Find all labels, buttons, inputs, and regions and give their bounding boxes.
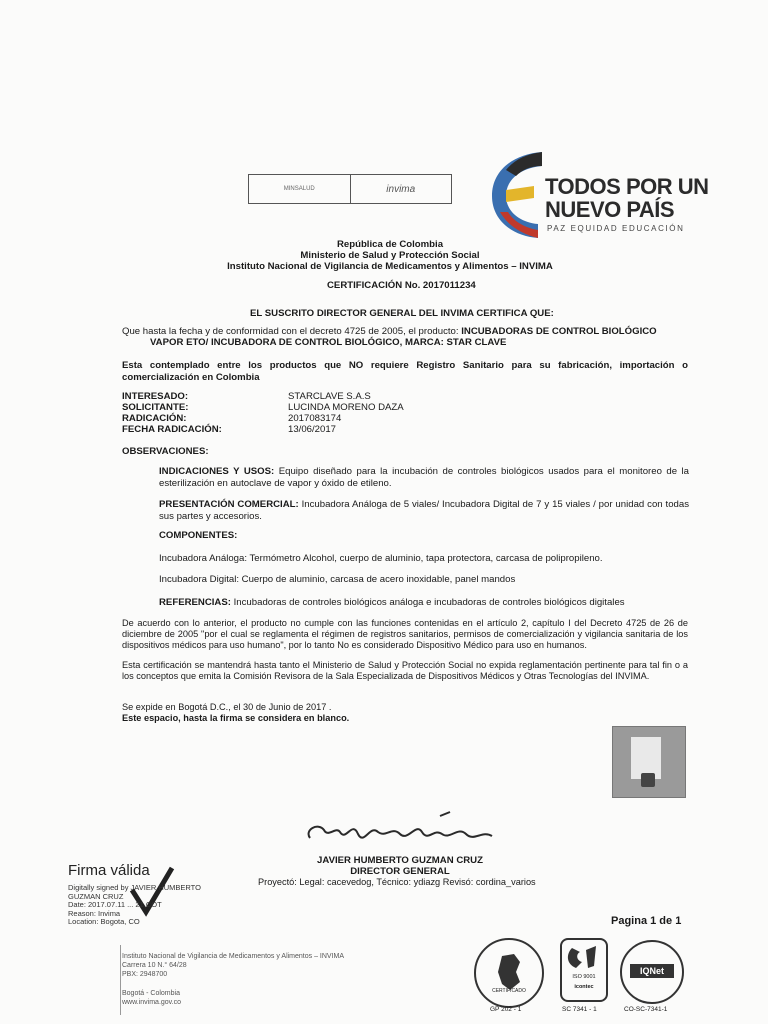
signer-name: JAVIER HUMBERTO GUZMAN CRUZ xyxy=(317,855,483,866)
field-label-fecha-radicacion: FECHA RADICACIÓN: xyxy=(122,424,222,435)
componente-digital: Incubadora Digital: Cuerpo de aluminio, carcasa de acero inoxidable, panel mandos xyxy=(159,574,516,585)
institution-logo-box xyxy=(248,174,452,204)
expide-line: Se expide en Bogotá D.C., el 30 de Junio de 2017 . xyxy=(122,702,332,712)
minsalud-logo: MINSALUD xyxy=(283,186,315,192)
field-value-fecha-radicacion: 13/06/2017 xyxy=(288,424,337,435)
digital-signature-line1: Digitally signed by JAVIER HUMBERTO xyxy=(68,883,201,892)
componentes-label: COMPONENTES: xyxy=(159,530,238,541)
firma-valida-title: Firma válida xyxy=(68,862,150,879)
presentacion-paragraph xyxy=(159,499,689,522)
indicaciones-paragraph xyxy=(159,466,689,489)
iso-certification-seal xyxy=(560,938,608,1002)
certificate-number: CERTIFICACIÓN No. 2017011234 xyxy=(327,280,476,291)
icontec-logo-icon xyxy=(562,940,606,974)
digital-signature-line5: Location: Bogota, CO xyxy=(68,917,140,926)
campaign-title-line1: TODOS POR UN xyxy=(545,174,709,199)
presentacion-label: PRESENTACIÓN COMERCIAL: xyxy=(159,499,299,510)
footer-address xyxy=(122,952,344,1007)
campaign-tagline: PAZ EQUIDAD EDUCACIÓN xyxy=(547,224,685,233)
footer-divider xyxy=(120,945,121,1015)
iso-label: ISO 9001 xyxy=(572,974,596,980)
digital-signature-details xyxy=(68,884,201,927)
blanco-line: Este espacio, hasta la firma se considera en blanco. xyxy=(122,713,350,723)
footer-address-line2: Carrera 10 N.° 64/28 xyxy=(122,962,187,969)
field-label-radicacion: RADICACIÓN: xyxy=(122,413,187,424)
signer-title: DIRECTOR GENERAL xyxy=(350,866,450,877)
qr-stamp-image xyxy=(612,726,686,798)
footer-address-line5: www.invima.gov.co xyxy=(122,999,182,1006)
gp-code: GP 202 - 1 xyxy=(490,1006,522,1013)
indicaciones-label: INDICACIONES Y USOS: xyxy=(159,466,275,477)
certify-heading: EL SUSCRITO DIRECTOR GENERAL DEL INVIMA CERTIFICA QUE: xyxy=(250,308,554,319)
footer-address-line4: Bogotá - Colombia xyxy=(122,990,180,997)
digital-signature-line4: Reason: Invima xyxy=(68,908,121,918)
campaign-title-line2: NUEVO PAÍS xyxy=(545,197,675,222)
product-name-line2: VAPOR ETO/ INCUBADORA DE CONTROL BIOLÓGICO, MARCA: STAR CLAVE xyxy=(150,337,507,348)
indicaciones-text: Equipo diseñado para la incubación de controles biológicos usados para el monitoreo de la esterilización en autoclave de vapor y óxido de etileno. xyxy=(159,466,690,489)
field-value-radicacion: 2017083174 xyxy=(288,413,342,424)
institution-line3: Instituto Nacional de Vigilancia de Medicamentos y Alimentos – INVIMA xyxy=(227,261,553,272)
presentacion-text: Incubadora Análoga de 5 viales/ Incubadora Digital de 7 y 15 viales / por unidad con todas sus partes y accesorios. xyxy=(159,499,689,522)
referencias-label: REFERENCIAS: xyxy=(159,597,231,608)
digital-signature-line2: GUZMAN CRUZ xyxy=(68,891,124,901)
co-code: CO-SC-7341-1 xyxy=(624,1006,668,1013)
field-label-solicitante: SOLICITANTE: xyxy=(122,402,189,413)
field-value-interesado: STARCLAVE S.A.S xyxy=(288,391,371,402)
colombia-map-icon xyxy=(476,940,542,1006)
iqnet-certification-seal xyxy=(620,940,684,1004)
referencias-paragraph xyxy=(159,597,625,609)
institution-line2: Ministerio de Salud y Protección Social xyxy=(300,250,480,261)
sc-code: SC 7341 - 1 xyxy=(562,1006,597,1013)
intro-paragraph xyxy=(122,326,692,338)
footer-address-line3: PBX: 2948700 xyxy=(122,971,168,978)
institution-line1: República de Colombia xyxy=(336,239,444,250)
iqnet-label: IQNet xyxy=(630,964,674,978)
gp-seal-label: CERTIFICADO xyxy=(492,988,526,994)
mantendra-paragraph: Esta certificación se mantendrá hasta tanto el Ministerio de Salud y Protección Social no expida reglamentación pertinente para tal fin o a los conceptos que emita la Comisión Revisora de la Sala Especializada de Dispositivos Médicos y Otras Tecnologías del INVIMA. xyxy=(122,660,688,681)
proyecto-line: Proyectó: Legal: cacevedog, Técnico: ydiazg Revisó: cordina_varios xyxy=(258,877,536,887)
observaciones-label: OBSERVACIONES: xyxy=(122,446,209,457)
field-label-interesado: INTERESADO: xyxy=(122,391,189,402)
campaign-logo-icon xyxy=(486,146,546,242)
intro-prefix: Que hasta la fecha y de conformidad con el decreto 4725 de 2005, el producto: xyxy=(122,326,459,337)
handwritten-signature xyxy=(300,808,510,858)
gp-certification-seal xyxy=(474,938,544,1008)
acuerdo-paragraph: De acuerdo con lo anterior, el producto no cumple con las funciones contenidas en el artículo 2, capítulo I del Decreto 4725 de 26 de diciembre de 2005 "por el cual se reglamenta el régimen de registros sanitarios, permisos de comercialización y vigilancia sanitaria de los dispositivos médicos para uso humano", por lo tanto No es considerado Dispositivo Médico para uso en humanos. xyxy=(122,618,688,650)
invima-logo: invima xyxy=(350,175,452,203)
referencias-text: Incubadoras de controles biológicos análoga e incubadoras de controles biológicos digitales xyxy=(230,597,625,608)
icontec-label: icontec xyxy=(574,984,594,990)
footer-address-line1: Instituto Nacional de Vigilancia de Medicamentos y Alimentos – INVIMA xyxy=(122,953,345,960)
page-number: Pagina 1 de 1 xyxy=(611,915,682,927)
contemplated-paragraph: Esta contemplado entre los productos que NO requiere Registro Sanitario para su fabricación, importación o comercialización en Colombia xyxy=(122,360,688,383)
componente-analoga: Incubadora Análoga: Termómetro Alcohol, cuerpo de aluminio, tapa protectora, carcasa de polipropileno. xyxy=(159,553,603,564)
digital-signature-line3: Date: 2017.07.11 ... 21 COT xyxy=(68,900,162,909)
product-name-line1: INCUBADORAS DE CONTROL BIOLÓGICO xyxy=(461,326,657,337)
field-value-solicitante: LUCINDA MORENO DAZA xyxy=(288,402,404,413)
